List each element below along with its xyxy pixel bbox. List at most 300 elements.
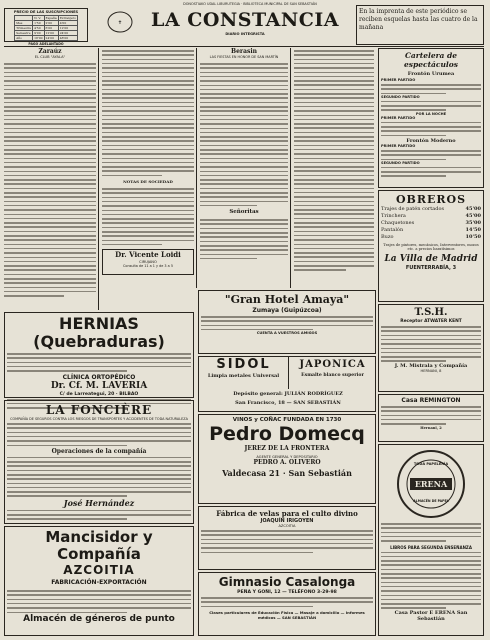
text-line (7, 612, 127, 614)
masthead: LA CONSTANCIA (151, 9, 339, 31)
text-line (294, 63, 374, 65)
domecq-city: JEREZ DE LA FRONTERA (244, 445, 330, 452)
text-line (7, 478, 191, 480)
text-line (102, 127, 194, 129)
text-line (381, 423, 446, 425)
text-line (4, 153, 96, 155)
article-title-zarauz: Zaraúz (38, 48, 62, 55)
text-line (381, 603, 481, 605)
text-line (7, 590, 191, 592)
obreros-ad (378, 190, 484, 302)
fonciere-operations: Operaciones de la compañía (51, 447, 147, 455)
text-line (294, 179, 374, 181)
text-line (381, 569, 481, 571)
text-line (201, 606, 313, 608)
velas-city: AZCOITIA (278, 524, 296, 528)
text-line (7, 461, 191, 463)
mancisidor-title: Mancisidor y Compañía (45, 528, 153, 563)
venue2-line-2: SEGUNDO PARTIDO (381, 160, 420, 165)
text-line (200, 97, 288, 99)
price-cell: 6'00 (44, 26, 58, 31)
text-line (7, 357, 191, 359)
text-line (200, 196, 288, 198)
tsh-text (381, 324, 481, 363)
price-row (15, 26, 78, 31)
text-line (294, 89, 374, 91)
text-line (102, 231, 194, 233)
hernias-text (7, 351, 191, 373)
text-line (4, 235, 96, 237)
hernias-clinic: CLÍNICA ORTOPÉDICO (62, 373, 136, 381)
text-line (4, 282, 96, 284)
price-cell: 2'00 (44, 21, 58, 26)
text-line (4, 80, 96, 82)
article-text-berasin (200, 61, 288, 207)
text-line (200, 158, 288, 160)
text-line (200, 258, 257, 260)
text-line (381, 599, 481, 601)
text-line (201, 543, 373, 545)
article-title-senoritas: Señoritas (229, 209, 259, 216)
text-line (200, 236, 288, 238)
text-line (294, 222, 374, 224)
text-line (4, 239, 96, 241)
text-line (200, 153, 288, 155)
venue1-text-1 (381, 82, 481, 95)
fonciere-ad (4, 400, 194, 524)
cartelera-box (378, 48, 484, 188)
text-line (4, 162, 96, 164)
hotel-amaya-ad (198, 290, 376, 354)
text-line (200, 254, 288, 256)
text-line (381, 552, 481, 554)
text-line (294, 231, 374, 233)
domecq-agent-label: AGENTE GENERAL Y DEPOSITARIO (256, 455, 318, 459)
text-line (381, 348, 481, 350)
text-line (4, 269, 96, 271)
text-line (294, 102, 374, 104)
text-line (102, 170, 194, 172)
text-line (200, 76, 288, 78)
text-line (200, 123, 288, 125)
price-cell: 48'00 (58, 36, 77, 41)
text-line (102, 63, 194, 65)
domecq-agent: PEDRO A. OLIVERO (253, 459, 321, 466)
text-line (4, 102, 96, 104)
text-line (7, 474, 191, 476)
text-line (4, 140, 96, 142)
text-line (102, 123, 194, 125)
tsh-ad (378, 304, 484, 392)
villa-madrid-title: La Villa de Madrid (384, 253, 478, 264)
text-line (381, 352, 481, 354)
text-line (294, 183, 374, 185)
hotel-footer: CUENTA A VUESTROS AMIGOS (256, 331, 318, 336)
text-line (4, 265, 96, 267)
text-line (201, 530, 373, 532)
text-line (381, 577, 481, 579)
text-line (102, 188, 194, 190)
article-text-zarauz (4, 61, 96, 298)
mancisidor-footer: Almacén de géneros de punto (23, 613, 175, 624)
text-line (102, 149, 194, 151)
text-line (4, 128, 96, 130)
text-line (7, 495, 127, 497)
text-line (200, 80, 288, 82)
mancisidor-text (7, 588, 191, 614)
text-line (200, 183, 288, 185)
text-line (294, 170, 374, 172)
erena-seal (396, 449, 466, 519)
text-line (201, 329, 313, 331)
obreros-title: OBREROS (395, 193, 467, 206)
text-line (381, 109, 446, 111)
text-line (102, 214, 194, 216)
velas-owner: JOAQUÍN IRIGOYEN (260, 518, 314, 524)
text-line (381, 527, 481, 529)
text-line (381, 343, 481, 345)
price-col-2: España (45, 16, 57, 20)
text-line (294, 67, 374, 69)
text-line (102, 106, 194, 108)
text-line (4, 149, 96, 151)
text-line (4, 295, 64, 297)
text-line (7, 491, 191, 493)
text-line (4, 175, 96, 177)
text-line (200, 188, 288, 190)
column-2 (102, 48, 194, 310)
text-line (102, 132, 194, 134)
text-line (201, 597, 373, 599)
article-text-senoritas (200, 217, 288, 260)
text-line (4, 248, 96, 250)
text-line (294, 123, 374, 125)
text-line (200, 166, 288, 168)
text-line (4, 145, 96, 147)
text-line (294, 209, 374, 211)
text-line (4, 214, 96, 216)
jose-hernandez: José Hernández (63, 497, 135, 508)
text-line (4, 72, 96, 74)
gimnasio-footer: Clases particulares de Educación Física — Masaje a domicilio — Informes médicos — SAN SEBASTIÁN (209, 609, 365, 620)
text-line (294, 115, 374, 117)
price-cell: 24'00 (58, 31, 77, 36)
text-line (102, 145, 194, 147)
text-line (294, 226, 374, 228)
text-line (7, 423, 191, 425)
price-cell: 1'50 (33, 21, 44, 26)
article-text-col2 (102, 48, 194, 177)
text-line (200, 249, 288, 251)
price-cell: 24'00 (44, 36, 58, 41)
text-line (381, 159, 446, 161)
remington-title: Casa REMINGTON (401, 397, 461, 404)
erena-footer: Casa Pastor E ERENA San Sebastián (394, 609, 468, 622)
text-line (4, 278, 96, 280)
text-line (381, 130, 481, 132)
text-line (200, 162, 288, 164)
vinos-line: VINOS y COÑAC FUNDADA EN 1730 (232, 417, 342, 423)
libros-title: LIBROS PARA SEGUNDA ENSEÑANZA (390, 544, 472, 550)
text-line (200, 201, 288, 203)
obreros-row (381, 206, 481, 213)
text-line (294, 59, 374, 61)
price-cell: Mes (15, 21, 33, 26)
text-line (102, 192, 194, 194)
text-line (381, 536, 481, 538)
text-line (4, 171, 96, 173)
text-line (381, 167, 481, 169)
text-line (4, 132, 96, 134)
fonciere-text-2 (7, 455, 191, 498)
gimnasio-text (201, 595, 373, 608)
price-cell: 9'00 (33, 31, 44, 36)
crest-emblem (100, 7, 140, 37)
obreros-price: 14'50 (465, 227, 481, 233)
text-line (200, 67, 288, 69)
text-line (201, 325, 373, 327)
doctor-name: Dr. Vicente Loidi (115, 250, 181, 260)
doctor-ad (102, 249, 194, 275)
doctor-role: CIRUJANO (139, 260, 157, 265)
text-line (294, 248, 374, 250)
text-line (294, 72, 374, 74)
text-line (381, 582, 481, 584)
text-line (200, 232, 288, 234)
text-line (102, 166, 194, 168)
velas-ad (198, 506, 376, 570)
library-header: DONOSTIAKO UDAL LIBURUTEGIA · BIBLIOTECA MUNICIPAL DE SAN SEBASTIÁN (183, 2, 317, 6)
article-title-berasin: Berasin (231, 48, 257, 55)
text-line (200, 102, 288, 104)
text-line (201, 320, 373, 322)
text-line (102, 97, 194, 99)
text-line (4, 123, 96, 125)
text-line (294, 84, 374, 86)
price-cell: 4'00 (58, 21, 77, 26)
venue1-text-2 (381, 99, 481, 112)
text-line (381, 126, 481, 128)
obreros-price: 10'50 (465, 234, 481, 240)
text-line (102, 67, 194, 69)
text-line (294, 218, 374, 220)
column-3 (200, 48, 288, 288)
text-line (102, 153, 194, 155)
text-line (7, 432, 191, 434)
tsh-title: T.S.H. (414, 307, 448, 318)
text-line (200, 140, 288, 142)
japonica-subtitle: Esmalte blanco superior (301, 373, 364, 378)
text-line (294, 213, 374, 215)
text-line (201, 534, 373, 536)
price-row (15, 31, 78, 36)
text-line (294, 269, 346, 271)
mancisidor-city: AZCOITIA (63, 563, 135, 577)
text-line (381, 573, 481, 575)
hernias-doctor: Dr. Cf. M. LAVERIA (50, 380, 148, 391)
text-line (102, 59, 194, 61)
venue2-line-1: PRIMER PARTIDO (381, 143, 416, 148)
text-line (102, 80, 194, 82)
text-line (294, 196, 374, 198)
remington-text (381, 404, 481, 426)
hernias-address: C/ de Larreategui, 20 · BILBAO (59, 391, 139, 397)
text-line (4, 192, 96, 194)
text-line (7, 427, 191, 429)
text-line (4, 205, 96, 207)
text-line (294, 119, 374, 121)
price-col-1: N. V. (33, 16, 44, 21)
text-line (381, 330, 481, 332)
obreros-item: Buzo (381, 234, 394, 240)
japonica-title: JAPONICA (299, 359, 366, 370)
hernias-title: HERNIAS (Quebraduras) (33, 314, 165, 351)
price-cell: 12'00 (44, 31, 58, 36)
text-line (4, 209, 96, 211)
obreros-row (381, 220, 481, 227)
price-row (15, 36, 78, 41)
text-line (4, 291, 96, 293)
text-line (7, 599, 191, 601)
text-line (294, 205, 374, 207)
text-line (200, 192, 288, 194)
venue-urumea: Frontón Urumea (407, 71, 455, 77)
text-line (200, 119, 288, 121)
text-line (7, 362, 191, 364)
text-line (294, 110, 374, 112)
masthead-subtitle: DIARIO INTEGRISTA (225, 32, 265, 36)
domecq-title: Pedro Domecq (209, 423, 365, 445)
text-line (201, 552, 313, 554)
text-line (102, 210, 194, 212)
price-table (14, 15, 78, 41)
text-line (7, 370, 127, 372)
text-line (102, 89, 194, 91)
fonciere-subtitle: COMPAÑÍA DE SEGUROS CONTRA LOS RIESGOS DE TRANSPORTES Y ACCIDENTES DE TODA NATURALEZA (10, 417, 188, 421)
price-cell: Año (15, 36, 33, 41)
text-line (381, 93, 446, 95)
text-line (200, 93, 288, 95)
text-line (294, 192, 374, 194)
obreros-item: Pantalón (381, 227, 404, 233)
text-line (102, 76, 194, 78)
text-line (381, 84, 481, 86)
text-line (381, 105, 481, 107)
text-line (294, 76, 374, 78)
mancisidor-export: FABRICACIÓN-EXPORTACIÓN (51, 579, 147, 586)
tsh-brand: Receptor ATWATER KENT (400, 319, 462, 324)
venue1-line-4: PRIMER PARTIDO (381, 115, 416, 120)
mancisidor-ad (4, 526, 194, 636)
fonciere-title: LA FONCIÈRE (45, 403, 153, 417)
text-line (102, 84, 194, 86)
esquelas-text: En la imprenta de este periódico se reciben esquelas hasta las cuatro de la mañana (359, 8, 478, 31)
text-line (4, 261, 96, 263)
text-line (102, 93, 194, 95)
hotel-title: "Gran Hotel Amaya" (224, 293, 350, 306)
sidol-subtitle: Limpia metales Universal (207, 373, 280, 379)
text-line (7, 366, 191, 368)
text-line (200, 115, 288, 117)
text-line (294, 158, 374, 160)
text-line (7, 510, 191, 512)
text-line (201, 547, 373, 549)
erena-ring-text: TODA PAPELERÍA (413, 462, 449, 466)
text-line (294, 93, 374, 95)
text-line (200, 219, 288, 221)
text-line (4, 218, 96, 220)
text-line (294, 80, 374, 82)
text-line (102, 50, 194, 52)
text-line (200, 175, 288, 177)
obreros-row (381, 234, 481, 241)
text-line (294, 132, 374, 134)
text-line (4, 67, 96, 69)
text-line (294, 97, 374, 99)
text-line (4, 179, 96, 181)
text-line (102, 244, 162, 246)
text-line (102, 115, 194, 117)
svg-text:✝: ✝ (117, 20, 123, 26)
text-line (4, 110, 96, 112)
obreros-price: 45'00 (465, 206, 481, 212)
erena-seal-text: ERENA (414, 479, 448, 489)
text-line (7, 603, 191, 605)
column-1 (4, 48, 96, 308)
text-line (381, 154, 481, 156)
venue1-line-1: PRIMER PARTIDO (381, 78, 416, 82)
price-cell: Semestre (15, 31, 33, 36)
text-line (102, 119, 194, 121)
text-line (294, 162, 374, 164)
text-line (201, 539, 373, 541)
text-line (4, 119, 96, 121)
domecq-ad (198, 414, 376, 504)
text-line (294, 145, 374, 147)
venue2-text-2 (381, 165, 481, 178)
text-line (381, 590, 481, 592)
text-line (7, 514, 191, 516)
text-line (294, 140, 374, 142)
text-line (294, 239, 374, 241)
text-line (200, 149, 288, 151)
text-line (7, 436, 191, 438)
domecq-address: Valdecasa 21 · San Sebastián (222, 468, 352, 478)
text-line (381, 171, 481, 173)
text-line (102, 240, 194, 242)
text-line (4, 188, 96, 190)
jose-text (7, 508, 191, 521)
text-line (381, 326, 481, 328)
text-line (200, 228, 288, 230)
text-line (102, 140, 194, 142)
esquelas-notice (356, 5, 484, 45)
text-line (381, 339, 481, 341)
text-line (200, 72, 288, 74)
text-line (200, 85, 288, 87)
sidol-japonica-ad (198, 356, 376, 412)
obreros-price-list (381, 206, 481, 241)
obreros-price: 45'00 (465, 213, 481, 219)
text-line (381, 101, 481, 103)
text-line (102, 102, 194, 104)
text-line (7, 487, 191, 489)
text-line (7, 465, 191, 467)
article-subtitle-club: EL CLUB "AYALA" (34, 55, 66, 59)
deposito-line: Depósito general: JULIÁN RODRÍGUEZ (233, 391, 343, 397)
obreros-item: Trajes de patén cortados (381, 206, 445, 212)
text-line (381, 540, 446, 542)
